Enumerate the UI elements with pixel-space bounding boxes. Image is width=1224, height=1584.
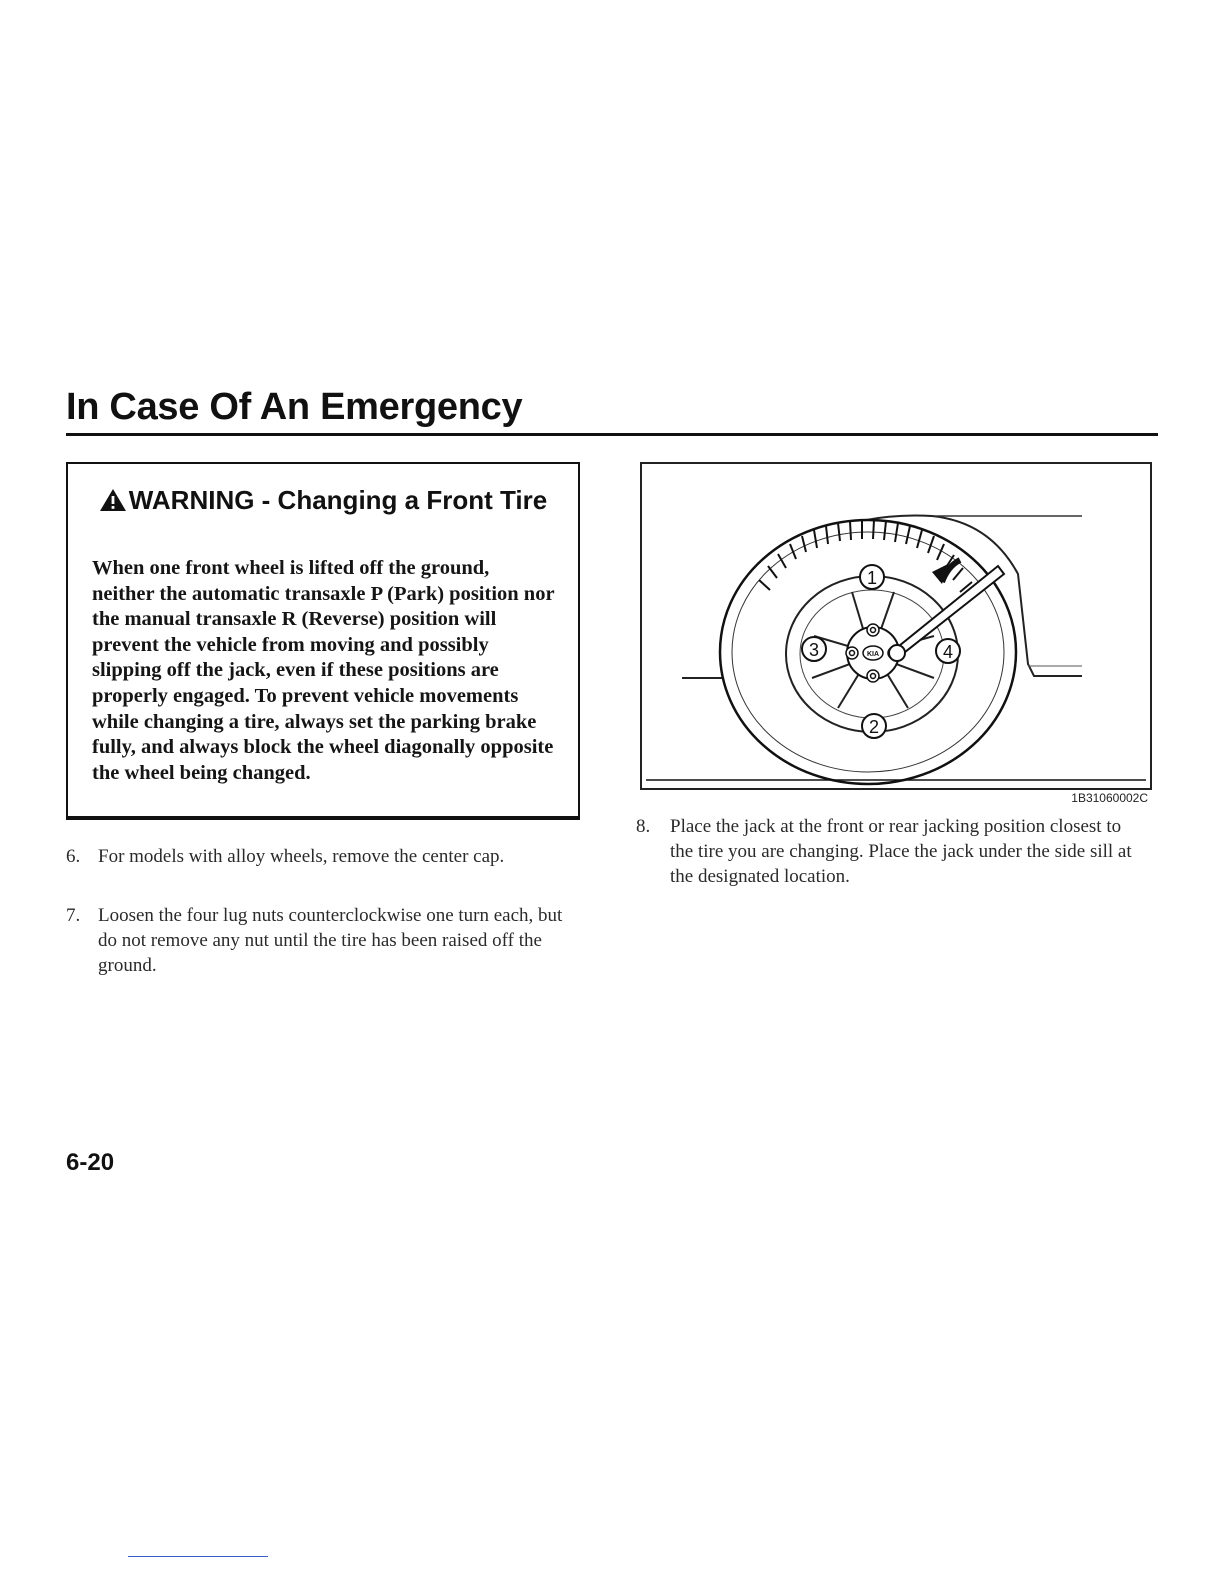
warning-triangle-icon bbox=[99, 487, 127, 519]
svg-text:1: 1 bbox=[866, 568, 878, 588]
svg-text:4: 4 bbox=[942, 642, 954, 662]
svg-text:KIA: KIA bbox=[866, 651, 880, 658]
lug-callout-2 bbox=[862, 714, 886, 738]
step-text: For models with alloy wheels, remove the center cap. bbox=[98, 846, 505, 867]
bottom-rule bbox=[128, 1556, 268, 1557]
warning-heading-text: WARNING - Changing a Front Tire bbox=[128, 485, 548, 515]
lug-callout-3 bbox=[802, 637, 826, 661]
list-item bbox=[636, 814, 1148, 889]
step-text: Loosen the four lug nuts counterclockwise one turn each, but do not remove any nut until the tire has been raised off the ground. bbox=[98, 905, 563, 976]
list-item bbox=[66, 844, 576, 869]
section-title: In Case Of An Emergency bbox=[66, 386, 523, 428]
step-number: 6. bbox=[66, 846, 81, 867]
title-rule bbox=[66, 433, 1158, 436]
page-number: 6-20 bbox=[66, 1149, 115, 1176]
step-number: 7. bbox=[66, 905, 81, 926]
warning-body: When one front wheel is lifted off the ground, neither the automatic transaxle P (Park) position nor the manual transaxle R (Reverse) position will prevent the vehicle from moving and possibly slipping off the jack, even if these positions are properly engaged. To prevent vehicle movements while changing a tire, always set the parking brake fully, and always block the wheel diagonally opposite the wheel being changed. bbox=[92, 557, 555, 784]
warning-heading bbox=[78, 484, 568, 519]
warning-box bbox=[66, 462, 580, 818]
list-item bbox=[66, 903, 582, 978]
tire-figure bbox=[640, 462, 1152, 790]
lug-callout-4 bbox=[936, 639, 960, 663]
svg-text:2: 2 bbox=[868, 717, 880, 737]
figure-code: 1B31060002C bbox=[1071, 791, 1148, 805]
tire-illustration bbox=[642, 464, 1150, 788]
lug-callout-1 bbox=[860, 565, 884, 589]
step-text: Place the jack at the front or rear jacking position closest to the tire you are changing. Place the jack under the side sill at the designated location. bbox=[670, 816, 1132, 887]
warning-box-shadow bbox=[66, 817, 580, 820]
svg-text:3: 3 bbox=[808, 640, 820, 660]
step-number: 8. bbox=[636, 816, 651, 837]
